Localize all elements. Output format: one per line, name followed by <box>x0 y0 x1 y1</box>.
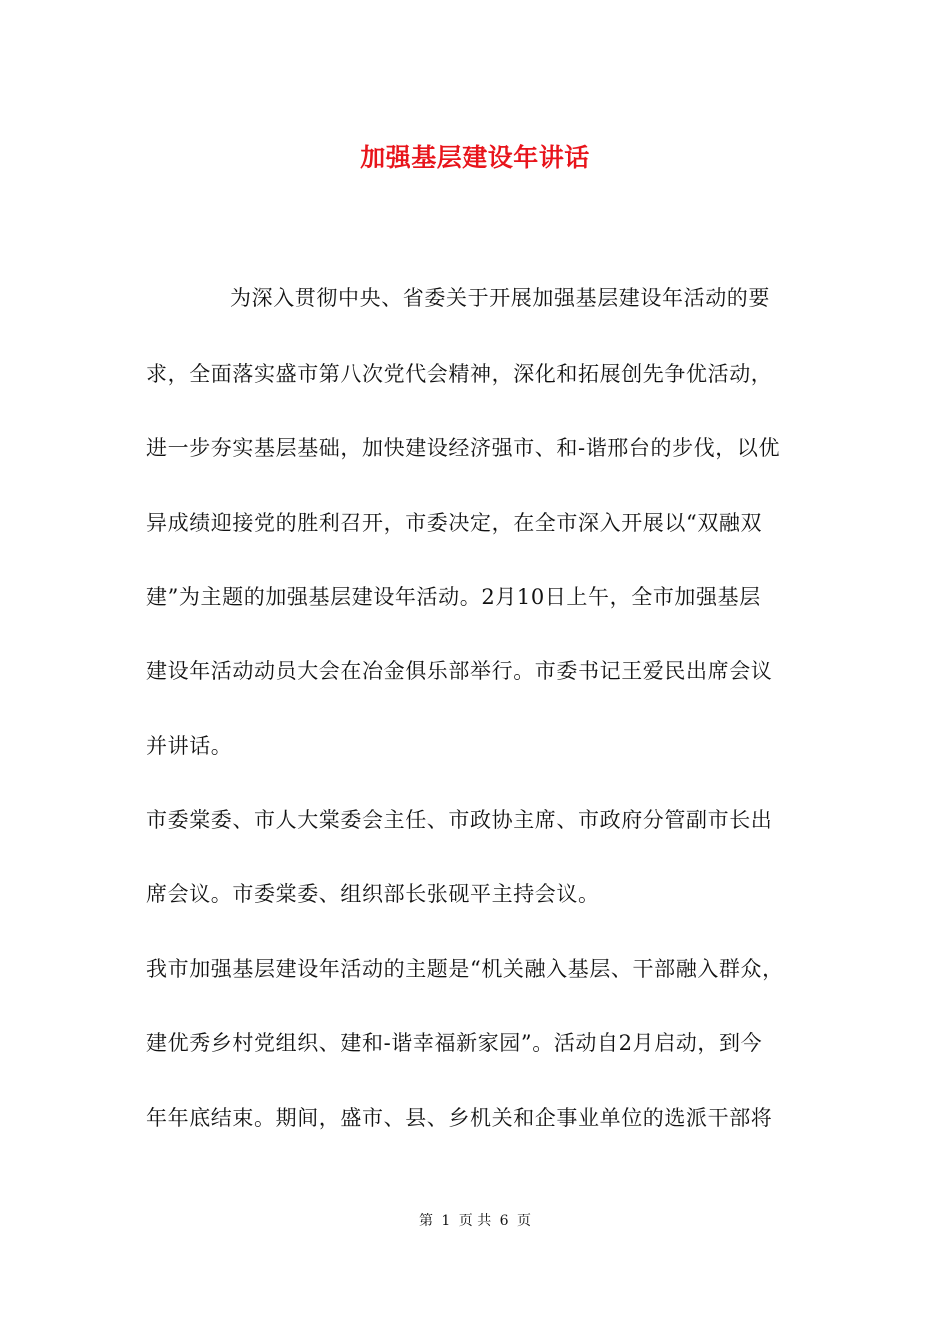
paragraph-line: 市委棠委、市人大棠委会主任、市政协主席、市政府分管副市长出 <box>146 808 773 832</box>
page-footer <box>0 1210 950 1230</box>
paragraph-line: 异成绩迎接党的胜利召开，市委决定，在全市深入开展以“双融双 <box>146 511 763 535</box>
paragraph-line: 年年底结束。期间，盛市、县、乡机关和企事业单位的选派干部将 <box>146 1106 773 1130</box>
paragraph-line: 建”为主题的加强基层建设年活动。2月10日上午，全市加强基层 <box>146 585 761 609</box>
paragraph-line: 建优秀乡村党组织、建和-谐幸福新家园”。活动自2月启动，到今 <box>146 1031 763 1055</box>
paragraph-line: 进一步夯实基层基础，加快建设经济强市、和-谐邢台的步伐，以优 <box>146 436 781 460</box>
document-title: 加强基层建设年讲话 <box>360 143 590 172</box>
footer-prefix: 第 <box>418 1213 433 1229</box>
paragraph-line: 我市加强基层建设年活动的主题是“机关融入基层、干部融入群众， <box>146 957 784 981</box>
paragraph-line: 求，全面落实盛市第八次党代会精神，深化和拓展创先争优活动， <box>146 362 773 386</box>
paragraph-line: 并讲话。 <box>146 734 233 758</box>
paragraph-line: 建设年活动动员大会在冶金俱乐部举行。市委书记王爱民出席会议 <box>146 659 773 683</box>
paragraph-line: 为深入贯彻中央、省委关于开展加强基层建设年活动的要 <box>230 286 770 310</box>
paragraph-line: 席会议。市委棠委、组织部长张砚平主持会议。 <box>146 882 600 906</box>
footer-middle: 页 共 <box>458 1213 492 1229</box>
footer-page-number: 1 <box>441 1213 451 1229</box>
footer-suffix: 页 <box>517 1213 532 1229</box>
footer-total-pages: 6 <box>499 1213 509 1229</box>
